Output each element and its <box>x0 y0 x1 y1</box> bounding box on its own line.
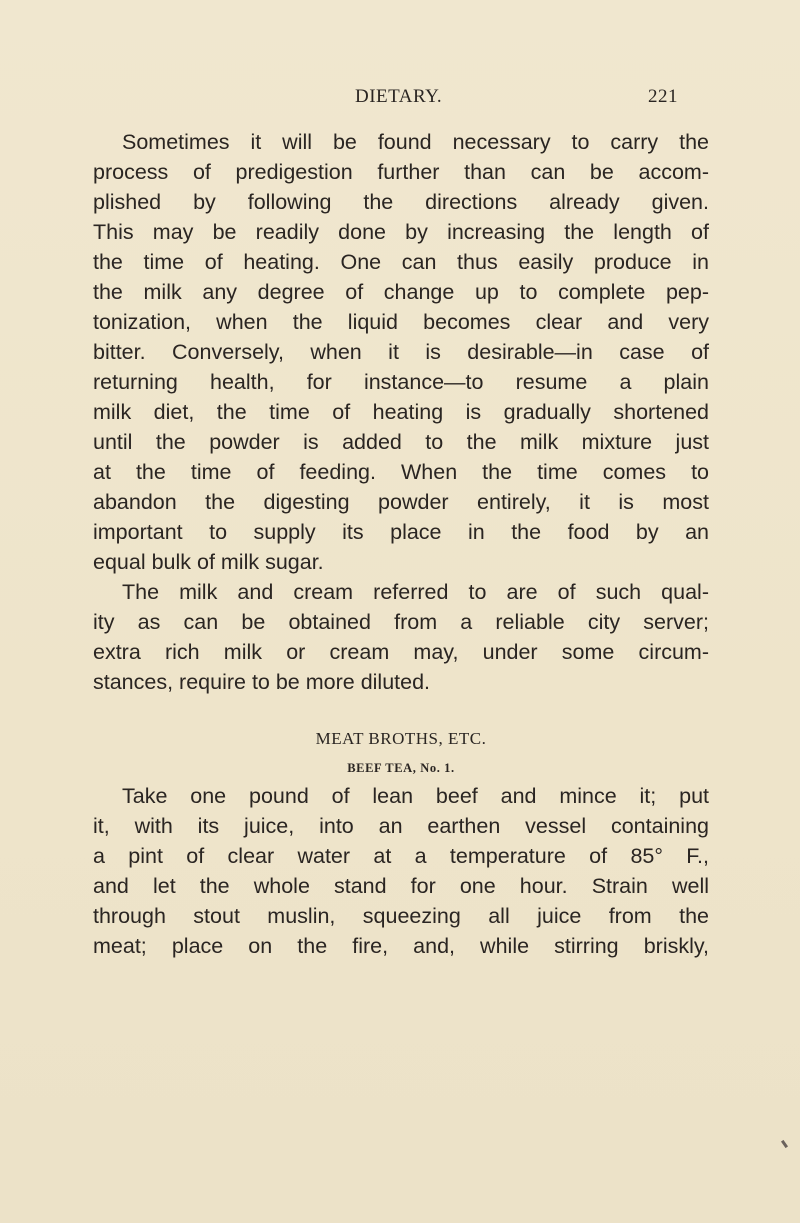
text-line: Sometimes it will be found necessary to carry the <box>122 130 709 154</box>
text-line: the time of heating. One can thus easily produce in <box>93 250 709 274</box>
text-line: This may be readily done by increasing the length of <box>93 220 709 244</box>
text-line: until the powder is added to the milk mixture just <box>93 430 709 454</box>
text-line: tonization, when the liquid becomes clear and very <box>93 310 709 334</box>
page-number: 221 <box>648 86 678 107</box>
running-head <box>0 86 800 110</box>
stray-ink-mark <box>781 1140 788 1148</box>
section-heading: MEAT BROTHS, ETC. <box>315 729 487 748</box>
text-line: important to supply its place in the food by an <box>93 520 709 544</box>
text-line: ity as can be obtained from a reliable city server; <box>93 610 709 634</box>
text-line: through stout muslin, squeezing all juice from the <box>93 904 709 928</box>
text-line: at the time of feeding. When the time comes to <box>93 460 709 484</box>
text-line: equal bulk of milk sugar. <box>93 550 324 574</box>
text-line: meat; place on the fire, and, while stirring briskly, <box>93 934 709 958</box>
text-line: plished by following the directions already given. <box>93 190 709 214</box>
text-line: a pint of clear water at a temperature of 85° F., <box>93 844 709 868</box>
text-line: bitter. Conversely, when it is desirable—in case of <box>93 340 709 364</box>
paragraph-predigestion <box>93 127 709 577</box>
text-line: and let the whole stand for one hour. Strain well <box>93 874 709 898</box>
text-line: stances, require to be more diluted. <box>93 670 431 694</box>
recipe-heading: BEEF TEA, No. 1. <box>347 761 455 775</box>
text-line: Take one pound of lean beef and mince it; put <box>122 784 709 808</box>
text-line: the milk any degree of change up to complete pep- <box>93 280 709 304</box>
text-line: The milk and cream referred to are of such qual- <box>122 580 709 604</box>
body-text <box>93 127 709 961</box>
text-line: returning health, for instance—to resume a plain <box>93 370 709 394</box>
text-line: milk diet, the time of heating is gradually shortened <box>93 400 709 424</box>
text-line: process of predigestion further than can be accom- <box>93 160 709 184</box>
text-line: abandon the digesting powder entirely, it is most <box>93 490 709 514</box>
paragraph-beef-tea <box>93 781 709 961</box>
paragraph-milk-and-cream <box>93 577 709 697</box>
text-line: extra rich milk or cream may, under some circum- <box>93 640 709 664</box>
running-head-title: DIETARY. <box>355 86 443 107</box>
text-line: it, with its juice, into an earthen vessel containing <box>93 814 709 838</box>
